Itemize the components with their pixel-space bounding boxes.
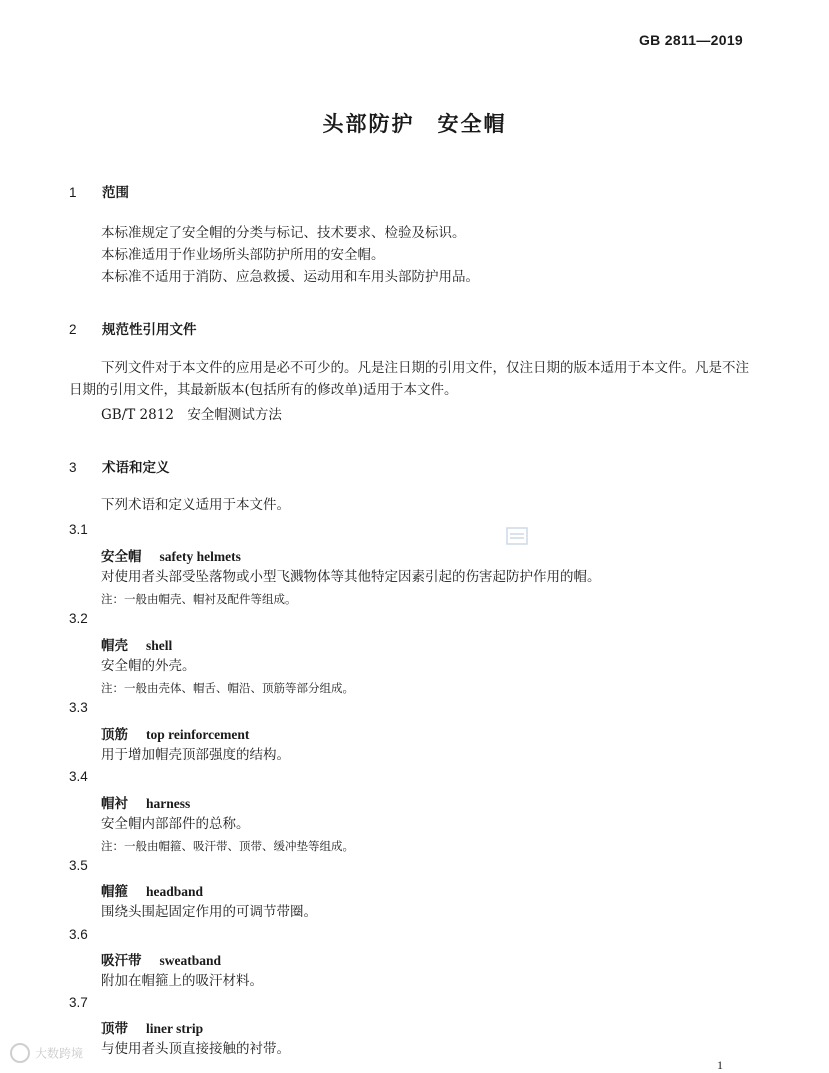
section-title: 范围 [102,185,129,201]
term-heading [101,723,249,743]
term-english: top reinforcement [146,727,250,742]
term-chinese: 安全帽 [101,549,142,565]
watermark-logo-icon [10,1043,30,1063]
section-number: 2 [69,322,77,337]
term-definition: 附加在帽箍上的吸汗材料。 [101,973,263,989]
term-definition: 对使用者头部受坠落物或小型飞溅物体等其他特定因素引起的伤害起防护作用的帽。 [101,569,601,585]
term-definition: 与使用者头顶直接接触的衬带。 [101,1041,290,1057]
term-note: 注：一般由壳体、帽舌、帽沿、顶筋等部分组成。 [101,681,354,695]
term-heading [101,634,172,654]
watermark-text: 大数跨境 [35,1046,84,1061]
section-heading-normative-references [69,318,197,338]
section-title: 术语和定义 [102,460,170,476]
term-number: 3.6 [69,927,88,942]
term-number: 3.5 [69,858,88,873]
section-heading-terms-and-definitions [69,456,170,476]
term-chinese: 帽箍 [101,884,128,900]
term-number: 3.4 [69,769,88,784]
paragraph: 下列术语和定义适用于本文件。 [101,497,290,513]
term-definition: 围绕头围起固定作用的可调节带圈。 [101,904,317,920]
term-english: safety helmets [159,549,241,564]
term-heading [101,545,241,565]
watermark [10,1044,83,1064]
term-number: 3.1 [69,522,88,537]
term-chinese: 顶带 [101,1021,128,1037]
term-chinese: 顶筋 [101,727,128,743]
section-title: 规范性引用文件 [102,322,197,338]
paragraph: 本标准适用于作业场所头部防护所用的安全帽。 [101,247,385,263]
term-heading [101,1017,203,1037]
paragraph: 本标准规定了安全帽的分类与标记、技术要求、检验及标识。 [101,225,466,241]
section-number: 1 [69,185,77,200]
term-number: 3.3 [69,700,88,715]
term-heading [101,792,190,812]
standard-code: GB 2811—2019 [638,32,743,48]
term-heading [101,880,203,900]
term-note: 注：一般由帽壳、帽衬及配件等组成。 [101,592,297,606]
term-english: harness [146,796,191,811]
term-chinese: 吸汗带 [101,953,142,969]
paragraph: 下列文件对于本文件的应用是必不可少的。凡是注日期的引用文件，仅注日期的版本适用于本文件。凡是不注日期的引用文件，其最新版本(包括所有的修改单)适用于本文件。 [69,360,749,398]
term-english: liner strip [146,1021,204,1036]
term-definition: 用于增加帽壳顶部强度的结构。 [101,747,290,763]
term-english: headband [146,884,204,899]
term-english: shell [146,638,173,653]
term-heading [101,949,221,969]
term-number: 3.7 [69,995,88,1010]
term-definition: 安全帽的外壳。 [101,658,196,674]
term-chinese: 帽壳 [101,638,128,654]
term-definition: 安全帽内部部件的总称。 [101,816,250,832]
section-heading-scope [69,181,129,201]
term-note: 注：一般由帽箍、吸汗带、顶带、缓冲垫等组成。 [101,839,354,853]
term-english: sweatband [159,953,222,968]
document-title: 头部防护 安全帽 [322,112,507,136]
reference-item: GB/T 2812 安全帽测试方法 [101,407,282,423]
section-number: 3 [69,460,77,475]
term-number: 3.2 [69,611,88,626]
paragraph: 本标准不适用于消防、应急救援、运动用和车用头部防护用品。 [101,269,479,285]
term-chinese: 帽衬 [101,796,128,812]
page-number: 1 [717,1058,723,1072]
stamp-icon [506,525,528,547]
